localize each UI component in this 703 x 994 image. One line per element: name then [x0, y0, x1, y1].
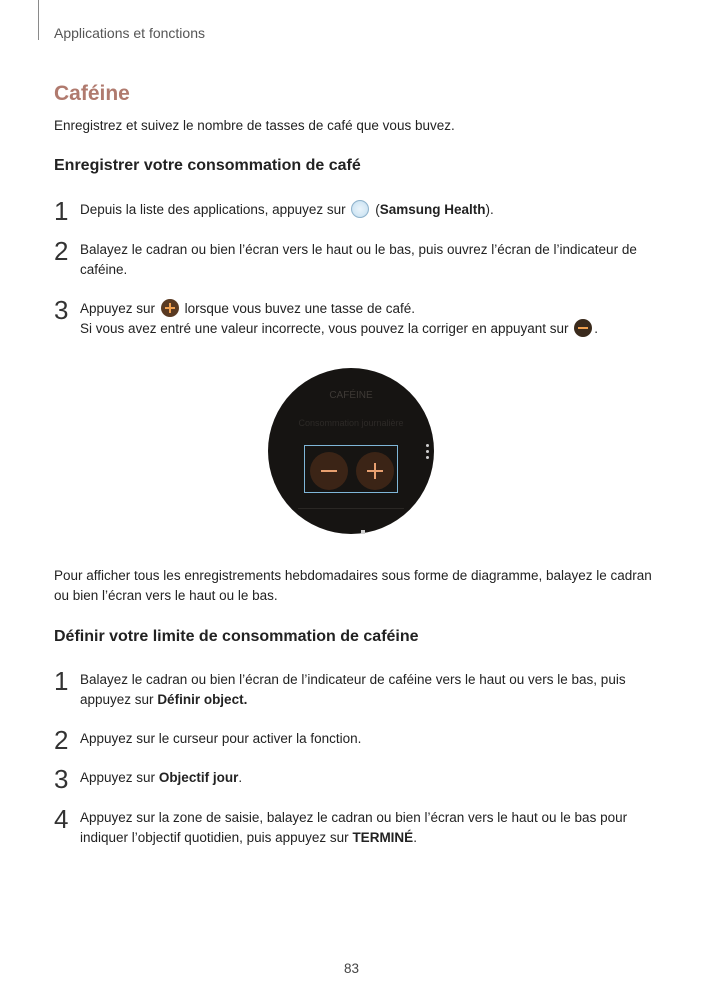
step-number: 1	[54, 196, 69, 226]
step-number: 3	[54, 764, 69, 794]
step-text: Balayez le cadran ou bien l’écran de l’indicateur de caféine vers le haut ou vers le bas, puis appuyez sur Définir object.	[80, 672, 626, 707]
weekly-paragraph: Pour afficher tous les enregistrements hebdomadaires sous forme de diagramme, balayez le cadran ou bien l’écran vers le haut ou le bas.	[54, 568, 652, 603]
step-number: 2	[54, 725, 69, 755]
record-heading: Enregistrer votre consommation de café	[54, 157, 361, 174]
watch-minus-button[interactable]	[310, 452, 348, 490]
watch-plus-button[interactable]	[356, 452, 394, 490]
more-options-icon[interactable]	[426, 444, 429, 462]
step-text: Balayez le cadran ou bien l’écran vers le haut ou le bas, puis ouvrez l’écran de l’indicateur de caféine.	[80, 242, 637, 277]
section-title: Caféine	[54, 82, 130, 105]
step-number: 4	[54, 804, 69, 834]
step-text: Appuyez sur le curseur pour activer la fonction.	[80, 731, 362, 746]
section-intro: Enregistrez et suivez le nombre de tasses de café que vous buvez.	[54, 118, 455, 133]
step-text: Appuyez sur la zone de saisie, balayez le cadran ou bien l’écran vers le haut ou le bas pour indiquer l’objectif quotidien, puis appuyez sur TERMINÉ.	[80, 810, 628, 845]
watch-indicator	[361, 530, 365, 534]
watch-screen	[268, 368, 434, 534]
watch-title: CAFÉINE	[329, 390, 373, 401]
step-text: Depuis la liste des applications, appuyez sur (Samsung Health).	[80, 202, 494, 217]
header-title: Applications et fonctions	[54, 25, 205, 41]
watch-subtitle: Consommation journalière	[298, 418, 404, 428]
add-icon	[161, 299, 179, 317]
samsung-health-icon	[351, 200, 369, 218]
step-number: 1	[54, 666, 69, 696]
page-number: 83	[343, 961, 360, 976]
step-number: 3	[54, 295, 69, 325]
limit-heading: Définir votre limite de consommation de caféine	[54, 628, 419, 645]
step-text: Appuyez sur lorsque vous buvez une tasse de café. Si vous avez entré une valeur incorrecte, vous pouvez la corriger en appuyant sur .	[80, 301, 599, 336]
watch-divider	[298, 508, 404, 509]
step-number: 2	[54, 236, 69, 266]
step-text: Appuyez sur Objectif jour.	[80, 770, 243, 785]
remove-icon	[574, 319, 592, 337]
header-rule	[38, 0, 39, 40]
